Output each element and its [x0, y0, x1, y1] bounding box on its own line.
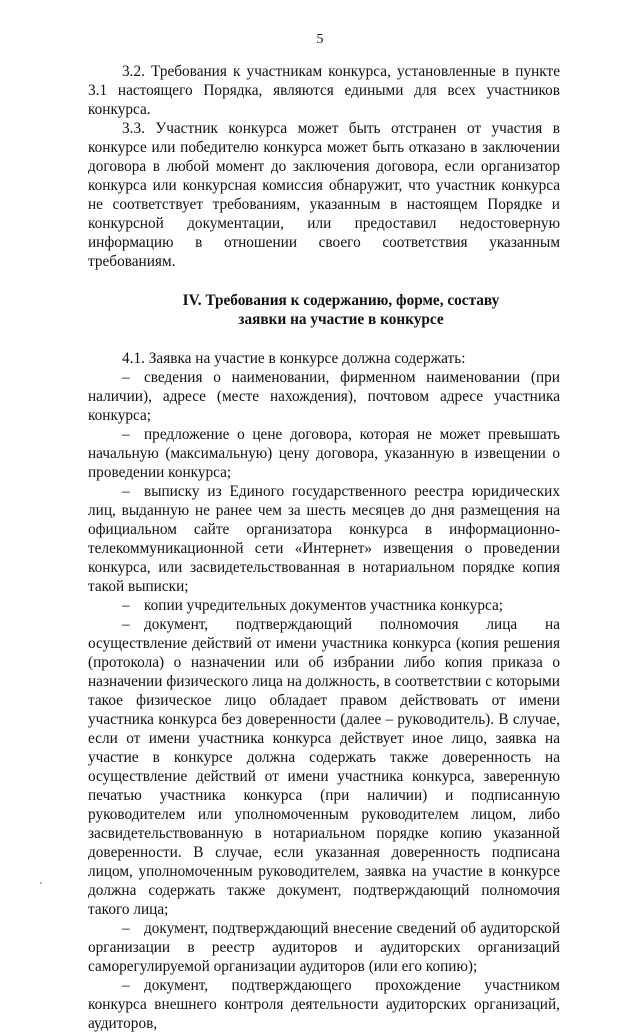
list-item-text: документ, подтверждающий внесение сведений об аудиторской организации в реестр аудиторов и аудиторских организаций саморегулируемой организации аудиторов (или его копию); — [88, 920, 560, 975]
list-dash: – — [122, 426, 130, 443]
list-item-text: копии учредительных документов участника конкурса; — [144, 597, 503, 614]
section-heading-line-1: IV. Требования к содержанию, форме, составу — [182, 292, 500, 309]
list-item — [88, 425, 560, 482]
list-item-text: сведения о наименовании, фирменном наименовании (при наличии), адресе (месте нахождения), почтовом адресе участника конкурса; — [88, 369, 560, 424]
document-body — [88, 62, 560, 1033]
paragraph-3-3: 3.3. Участник конкурса может быть отстранен от участия в конкурсе или победителю конкурса может быть отказано в заключении договора в любой момент до заключения договора, если организатор конкурса или конкурсная комиссия обнаружит, что участник конкурса не соответствует требованиям, указанным в настоящем Порядке и конкурсной документации, или предоставил недостоверную информацию в отношении своего соответствия указанным требованиям. — [88, 120, 560, 270]
list-dash: – — [122, 369, 130, 386]
list-dash: – — [122, 616, 130, 633]
scan-speck — [40, 882, 42, 884]
page-number: 5 — [316, 32, 324, 47]
list-item-text: выписку из Единого государственного реестра юридических лиц, выданную не ранее чем за шесть месяцев до дня размещения на официальном сайте организатора конкурса в информационно-телекоммуникационной сети «Интернет» извещения о проведении конкурса, или засвидетельствованная в нотариальном порядке копия такой выписки; — [88, 483, 560, 595]
paragraph-4-1-intro: 4.1. Заявка на участие в конкурсе должна содержать: — [122, 350, 466, 367]
list-dash: – — [122, 977, 130, 994]
list-item — [88, 615, 560, 919]
section-heading-line-2: заявки на участие в конкурсе — [238, 311, 444, 328]
list-item — [88, 596, 560, 615]
paragraph-3-2: 3.2. Требования к участникам конкурса, установленные в пункте 3.1 настоящего Порядка, являются едиными для всех участников конкурса. — [88, 63, 560, 118]
list-item — [88, 482, 560, 596]
list-item-text: предложение о цене договора, которая не может превышать начальную (максимальную) цену договора, указанную в извещении о проведении конкурса; — [88, 426, 560, 481]
list-dash: – — [122, 920, 130, 937]
list-item — [88, 976, 560, 1033]
list-item-text: документ, подтверждающий полномочия лица на осуществление действий от имени участника конкурса (копия решения (протокола) о назначении или об избрании либо копия приказа о назначении физического лица на должность, в соответствии с которыми такое физическое лицо обладает правом действовать от имени участника конкурса без доверенности (далее – руководитель). В случае, если от имени участника конкурса действует иное лицо, заявка на участие в конкурсе должна содержать также доверенность на осуществление действий от имени участника конкурса, заверенную печатью участника конкурса (при наличии) и подписанную руководителем или уполномоченным руководителем лицом, либо засвидетельствованную в нотариальном порядке копию указанной доверенности. В случае, если указанная доверенность подписана лицом, уполномоченным руководителем, заявка на участие в конкурсе должна содержать также документ, подтверждающий полномочия такого лица; — [88, 616, 560, 918]
list-item — [88, 368, 560, 425]
list-dash: – — [122, 483, 130, 500]
list-item-text: документ, подтверждающего прохождение участником конкурса внешнего контроля деятельности аудиторских организаций, аудиторов, — [88, 977, 560, 1032]
list-item — [88, 919, 560, 976]
list-dash: – — [122, 597, 130, 614]
section-heading — [88, 291, 560, 329]
